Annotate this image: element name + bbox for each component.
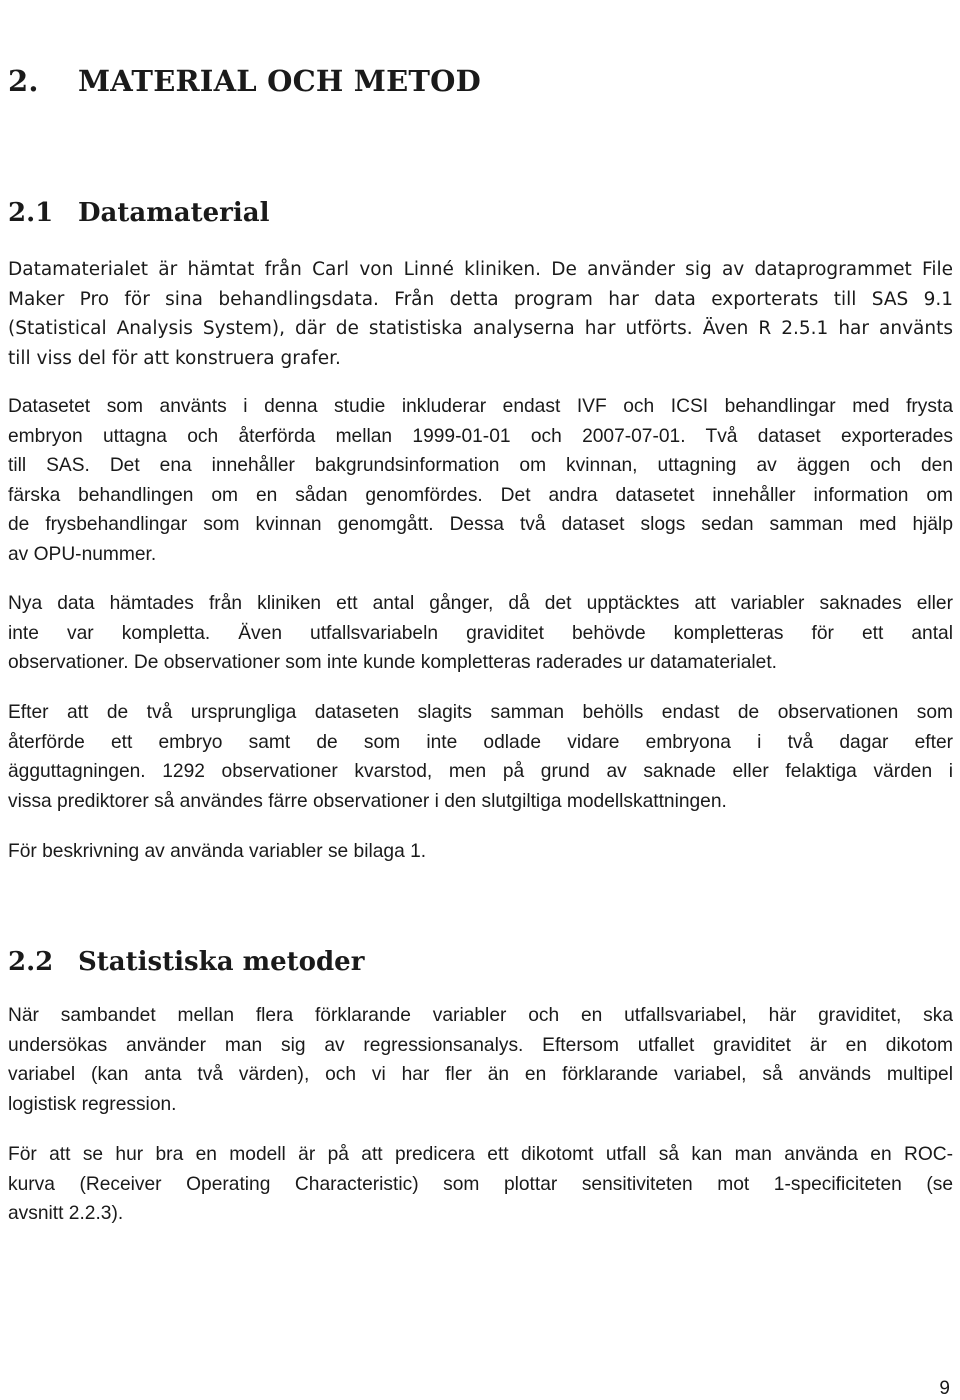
- subsection-number: 2.1: [8, 198, 54, 228]
- paragraph-line: vissa prediktorer så användes färre observationer i den slutgiltiga modellskattningen.: [8, 790, 727, 812]
- paragraph-merge: [8, 698, 953, 816]
- paragraph-roc: [8, 1140, 953, 1229]
- paragraph-line: undersökas använder man sig av regressionsanalys. Eftersom utfallet graviditet är en dikotom: [8, 1034, 953, 1056]
- paragraph-line: embryon uttagna och återförda mellan 1999-01-01 och 2007-07-01. Två dataset exporterades: [8, 425, 953, 447]
- paragraph-variables-reference: [8, 837, 953, 867]
- paragraph-line: variabel (kan anta två värden), och vi har fler än en förklarande variabel, så används multipel: [8, 1064, 953, 1086]
- paragraph-data-source: [8, 255, 953, 373]
- paragraph-line: Efter att de två ursprungliga dataseten slagits samman behölls endast de observationen som: [8, 702, 953, 723]
- paragraph-line: avsnitt 2.2.3).: [8, 1203, 124, 1225]
- paragraph-line: logistisk regression.: [8, 1093, 177, 1115]
- subsection-heading-datamaterial: [8, 198, 269, 228]
- subsection-heading-statistical-methods: [8, 947, 364, 977]
- paragraph-line: För beskrivning av använda variabler se bilaga 1.: [8, 841, 427, 862]
- paragraph-line: För att se hur bra en modell är på att predicera ett dikotomt utfall så kan man använda en ROC-: [8, 1144, 953, 1165]
- subsection-title: Statistiska metoder: [78, 947, 365, 977]
- paragraph-regression: [8, 1001, 953, 1119]
- subsection-number: 2.2: [8, 947, 54, 977]
- paragraph-line: Datasetet som använts i denna studie inkluderar endast IVF och ICSI behandlingar med frysta: [8, 396, 953, 417]
- paragraph-line: återförde ett embryo samt de som inte odlade vidare embryona i två dagar efter: [8, 731, 953, 753]
- paragraph-line: Nya data hämtades från kliniken ett antal gånger, då det upptäcktes att variabler saknades eller: [8, 593, 953, 614]
- subsection-title: Datamaterial: [78, 198, 270, 228]
- paragraph-line: kurva (Receiver Operating Characteristic) som plottar sensitiviteten mot 1-specificiteten (se: [8, 1173, 953, 1195]
- paragraph-line: Datamaterialet är hämtat från Carl von Linné kliniken. De använder sig av dataprogrammet File: [8, 259, 953, 280]
- paragraph-line: (Statistical Analysis System), där de statistiska analyserna har utförts. Även R 2.5.1 har använts: [8, 318, 953, 340]
- section-heading: [8, 64, 481, 98]
- paragraph-new-data: [8, 589, 953, 678]
- paragraph-dataset: [8, 392, 953, 570]
- page-number: 9: [939, 1378, 950, 1399]
- section-number: 2.: [8, 64, 39, 98]
- paragraph-line: ägguttagningen. 1292 observationer kvarstod, men på grund av saknade eller felaktiga värden i: [8, 761, 953, 783]
- paragraph-line: av OPU-nummer.: [8, 543, 157, 565]
- paragraph-line: inte var kompletta. Även utfallsvariabeln graviditet behövde kompletteras för ett antal: [8, 622, 953, 644]
- paragraph-line: Maker Pro för sina behandlingsdata. Från detta program har data exporterats till SAS 9.1: [8, 288, 953, 310]
- paragraph-line: färska behandlingen om en sådan genomfördes. Det andra datasetet innehåller information om: [8, 484, 953, 506]
- paragraph-line: observationer. De observationer som inte kunde kompletteras raderades ur datamaterialet.: [8, 652, 777, 674]
- paragraph-line: När sambandet mellan flera förklarande variabler och en utfallsvariabel, här graviditet, ska: [8, 1005, 953, 1026]
- paragraph-line: de frysbehandlingar som kvinnan genomgått. Dessa två dataset slogs sedan samman med hjälp: [8, 514, 953, 536]
- paragraph-line: till SAS. Det ena innehåller bakgrundsinformation om kvinnan, uttagning av äggen och den: [8, 455, 953, 477]
- section-title: MATERIAL OCH METOD: [78, 64, 481, 98]
- paragraph-line: till viss del för att konstruera grafer.: [8, 347, 341, 369]
